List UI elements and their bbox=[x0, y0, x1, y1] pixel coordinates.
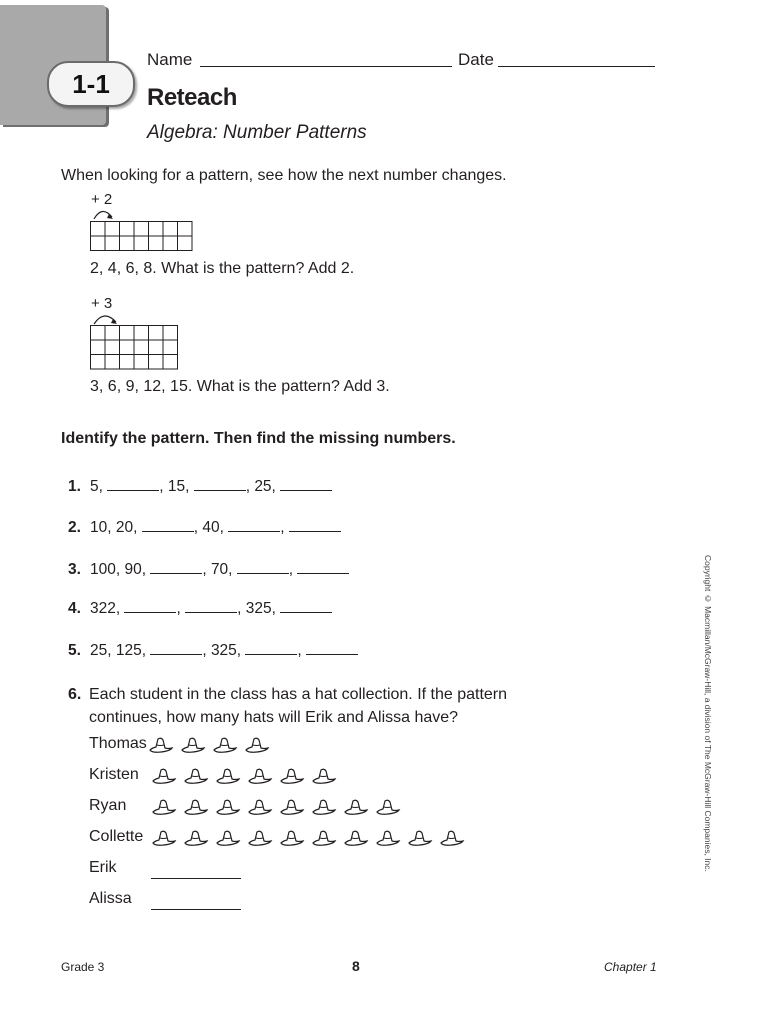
copyright-notice: Copyright © Macmillan/McGraw-Hill, a division of The McGraw-Hill Companies, Inc. bbox=[703, 555, 713, 872]
hat-icon bbox=[212, 736, 238, 754]
grid-cell bbox=[120, 222, 135, 237]
hat-icon bbox=[244, 736, 270, 754]
problem-number: 1. bbox=[68, 478, 81, 495]
answer-blank[interactable] bbox=[228, 530, 280, 532]
problem-text: , bbox=[280, 519, 289, 536]
grid-cell bbox=[91, 236, 106, 251]
hat-icon bbox=[343, 798, 369, 816]
answer-blank[interactable] bbox=[150, 653, 202, 655]
grid-cell bbox=[120, 355, 135, 370]
problem-text: , bbox=[288, 561, 298, 578]
grid-cell bbox=[134, 236, 149, 251]
grid-cell bbox=[120, 340, 135, 355]
problem-text: 25, 125, bbox=[90, 642, 151, 659]
problem-number: 5. bbox=[68, 642, 81, 659]
grid-cell bbox=[149, 326, 164, 341]
answer-blank[interactable] bbox=[142, 530, 194, 532]
hat-icon bbox=[183, 829, 209, 847]
problem-text: , 40, bbox=[193, 519, 229, 536]
hat-icon bbox=[407, 829, 433, 847]
grid-cell bbox=[134, 326, 149, 341]
grid-cell bbox=[105, 326, 120, 341]
hat-row bbox=[151, 767, 337, 785]
problem-text: , bbox=[297, 642, 307, 659]
grid-cell bbox=[134, 222, 149, 237]
grid-cell bbox=[91, 355, 106, 370]
grid-cell bbox=[105, 340, 120, 355]
student-name: Alissa bbox=[89, 890, 132, 907]
page-subtitle: Algebra: Number Patterns bbox=[147, 122, 367, 143]
answer-blank[interactable] bbox=[306, 653, 358, 655]
instruction-heading: Identify the pattern. Then find the missing numbers. bbox=[61, 430, 456, 447]
hat-row bbox=[148, 736, 270, 754]
hat-icon bbox=[247, 767, 273, 785]
problem-number: 2. bbox=[68, 519, 81, 536]
example1-grid bbox=[90, 221, 194, 253]
answer-blank[interactable] bbox=[151, 878, 241, 879]
example2-step-label: + 3 bbox=[91, 295, 113, 312]
problem-number: 3. bbox=[68, 561, 81, 578]
date-label: Date bbox=[458, 50, 494, 69]
answer-blank[interactable] bbox=[245, 653, 297, 655]
grid-cell bbox=[134, 340, 149, 355]
grid-cell bbox=[120, 326, 135, 341]
grid-cell bbox=[163, 236, 178, 251]
hat-icon bbox=[183, 767, 209, 785]
student-name: Ryan bbox=[89, 797, 127, 814]
hat-icon bbox=[311, 767, 337, 785]
hat-icon bbox=[439, 829, 465, 847]
problem-text: , 325, bbox=[202, 642, 246, 659]
name-label: Name bbox=[147, 50, 193, 69]
hat-icon bbox=[151, 798, 177, 816]
footer-chapter: Chapter 1 bbox=[604, 960, 657, 974]
answer-blank[interactable] bbox=[151, 909, 241, 910]
problem-text: , 325, bbox=[237, 600, 281, 617]
hat-icon bbox=[180, 736, 206, 754]
grid-cell bbox=[149, 222, 164, 237]
lesson-number-badge: 1-1 bbox=[47, 61, 135, 107]
hat-icon bbox=[311, 798, 337, 816]
answer-blank[interactable] bbox=[124, 611, 176, 613]
answer-blank[interactable] bbox=[185, 611, 237, 613]
answer-blank[interactable] bbox=[107, 489, 159, 491]
problem-6-text-line2: continues, how many hats will Erik and Alissa have? bbox=[89, 709, 459, 726]
hat-icon bbox=[343, 829, 369, 847]
grid-cell bbox=[91, 326, 106, 341]
hat-icon bbox=[215, 798, 241, 816]
student-name: Collette bbox=[89, 828, 144, 845]
answer-blank[interactable] bbox=[194, 489, 246, 491]
grid-cell bbox=[120, 236, 135, 251]
problem-text: 10, 20, bbox=[90, 519, 142, 536]
grid-cell bbox=[134, 355, 149, 370]
answer-blank[interactable] bbox=[280, 489, 332, 491]
hat-icon bbox=[375, 829, 401, 847]
grid-cell bbox=[163, 222, 178, 237]
problem-5 bbox=[68, 642, 358, 660]
student-name: Thomas bbox=[89, 735, 147, 752]
answer-blank[interactable] bbox=[237, 572, 289, 574]
hat-icon bbox=[279, 767, 305, 785]
example2-grid bbox=[90, 325, 180, 373]
hat-icon bbox=[375, 798, 401, 816]
example1-caption: 2, 4, 6, 8. What is the pattern? Add 2. bbox=[90, 260, 355, 277]
grid-cell bbox=[91, 222, 106, 237]
example2-caption: 3, 6, 9, 12, 15. What is the pattern? Add 3. bbox=[90, 378, 390, 395]
problem-text: , bbox=[176, 600, 186, 617]
answer-blank[interactable] bbox=[289, 530, 341, 532]
problem-text: 100, 90, bbox=[90, 561, 151, 578]
problem-text: , 15, bbox=[159, 478, 194, 495]
problem-text: 5, bbox=[90, 478, 108, 495]
grid-cell bbox=[105, 355, 120, 370]
grid-cell bbox=[91, 340, 106, 355]
grid-cell bbox=[149, 340, 164, 355]
hat-icon bbox=[247, 829, 273, 847]
hat-icon bbox=[215, 767, 241, 785]
problem-number: 4. bbox=[68, 600, 81, 617]
problem-text: , 70, bbox=[202, 561, 237, 578]
hat-icon bbox=[279, 829, 305, 847]
hat-icon bbox=[247, 798, 273, 816]
example1-step-label: + 2 bbox=[91, 191, 113, 208]
problem-6 bbox=[68, 683, 507, 729]
grid-cell bbox=[163, 355, 178, 370]
problem-4 bbox=[68, 600, 332, 618]
problem-1 bbox=[68, 478, 332, 496]
hat-icon bbox=[151, 767, 177, 785]
page-title: Reteach bbox=[147, 84, 237, 111]
grid-cell bbox=[105, 236, 120, 251]
problem-6-text-line1: Each student in the class has a hat collection. If the pattern bbox=[89, 686, 508, 703]
student-name: Kristen bbox=[89, 766, 139, 783]
hat-row bbox=[151, 798, 401, 816]
grid-cell bbox=[178, 236, 193, 251]
answer-blank[interactable] bbox=[297, 572, 349, 574]
problem-number: 6. bbox=[68, 686, 82, 703]
problem-3 bbox=[68, 561, 349, 579]
grid-cell bbox=[163, 340, 178, 355]
grid-cell bbox=[149, 236, 164, 251]
answer-blank[interactable] bbox=[150, 572, 202, 574]
name-field[interactable] bbox=[200, 66, 452, 67]
footer-grade: Grade 3 bbox=[61, 960, 105, 974]
hat-icon bbox=[183, 798, 209, 816]
hat-row bbox=[151, 829, 465, 847]
hat-icon bbox=[148, 736, 174, 754]
problem-2 bbox=[68, 519, 341, 537]
date-field[interactable] bbox=[498, 66, 655, 67]
grid-cell bbox=[163, 326, 178, 341]
hat-icon bbox=[151, 829, 177, 847]
hat-icon bbox=[311, 829, 337, 847]
intro-text: When looking for a pattern, see how the next number changes. bbox=[61, 167, 507, 184]
student-name: Erik bbox=[89, 859, 117, 876]
grid-cell bbox=[149, 355, 164, 370]
answer-blank[interactable] bbox=[280, 611, 332, 613]
hat-icon bbox=[215, 829, 241, 847]
hat-icon bbox=[279, 798, 305, 816]
grid-cell bbox=[105, 222, 120, 237]
problem-text: 322, bbox=[90, 600, 125, 617]
grid-cell bbox=[178, 222, 193, 237]
page-number: 8 bbox=[352, 958, 360, 974]
problem-text: , 25, bbox=[245, 478, 281, 495]
